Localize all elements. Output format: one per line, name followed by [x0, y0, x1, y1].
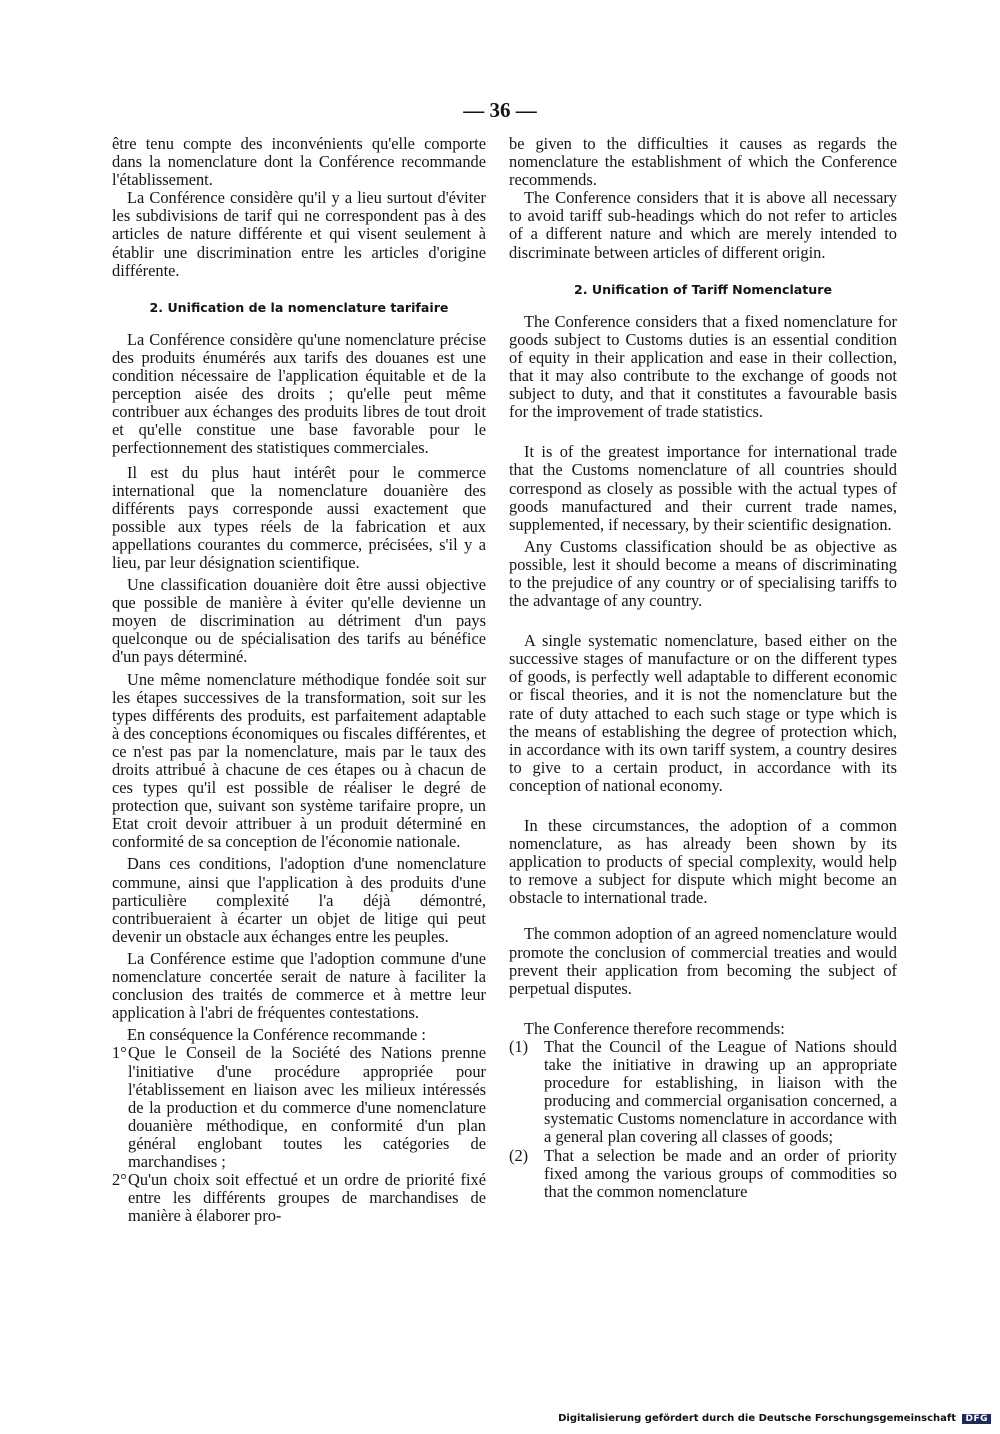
fr-list-item-1-text: Que le Conseil de la Société des Nations prenne l'initiative d'une procédure appropriée pour l'établissement en liaison avec les milieux intéressés de la production et du commerce d'une nomenclature douanière méthodique, en conformité d'un plan général englobant toutes les catégories de marchandises ;: [128, 1043, 486, 1171]
english-column: [509, 135, 897, 1201]
fr-paragraph-5: Dans ces conditions, l'adoption d'une nomenclature commune, ainsi que l'application à des produits d'une particulière complexité l'a déjà démontré, contribueraient à écarter un objet de litige qui peut devenir un obstacle aux échanges entre les peuples.: [112, 854, 486, 946]
en-paragraph-4: A single systematic nomenclature, based either on the successive stages of manufacture or on the different types of goods, is perfectly well adaptable to different economic or fiscal theories, and it is not the nomenclature but the rate of duty attached to each such stage or type which is the means of establishing the degree of protection which, in accordance with its own tariff system, a country desires to give to a certain product, in accordance with its conception of national economy.: [509, 631, 897, 795]
fr-list-item-1-number: 1°: [112, 1043, 127, 1063]
fr-paragraph-6: La Conférence estime que l'adoption commune d'une nomenclature concertée serait de nature à faciliter la conclusion des traités de commerce et à mettre leur application à l'abri de fréquentes contestations.: [112, 948, 486, 1023]
en-paragraph-3: Any Customs classification should be as objective as possible, lest it should become a means of discriminating to the prejudice of any country or of specialising tariffs to the advantage of any country.: [509, 536, 897, 611]
page-number: — 36 —: [463, 98, 537, 122]
en-list-item-1: [509, 1038, 897, 1147]
fr-section-heading: 2. Unification de la nomenclature tarifaire: [149, 299, 449, 315]
en-list-item-2-text: That a selection be made and an order of priority fixed among the various groups of commodities so that the common nomenclature: [544, 1145, 897, 1201]
fr-list-item-2: [112, 1171, 486, 1225]
en-paragraph-6: The common adoption of an agreed nomenclature would promote the conclusion of commercial treaties and would prevent their application from becoming the subject of perpetual disputes.: [509, 924, 897, 998]
en-paragraph-1: The Conference considers that a fixed nomenclature for goods subject to Customs duties is an essential condition of equity in their application and ease in their collection, that it may also contribute to the exchange of goods not subject to duty, and that it constitutes a favourable basis for the improvement of trade statistics.: [509, 311, 897, 422]
en-list-item-2: [509, 1147, 897, 1201]
footer-text: Digitalisierung gefördert durch die Deutsche Forschungsgemeinschaft: [558, 1413, 956, 1424]
en-intro-paragraph-2: The Conference considers that it is above all necessary to avoid tariff sub-headings which do not refer to articles of a different nature and which are merely intended to discriminate between articles of different origin.: [509, 188, 897, 262]
fr-paragraph-7: En conséquence la Conférence recommande :: [127, 1025, 426, 1045]
fr-paragraph-1: La Conférence considère qu'une nomenclature précise des produits énumérés aux tarifs des douanes est une condition nécessaire de l'application équitable et de la perception aisée des droits ; qu'elle peut même contribuer aux échanges des produits libres de tout droit et qu'elle constitue une base favorable pour le perfectionnement des statistiques commerciales.: [112, 329, 486, 458]
fr-paragraph-3: Une classification douanière doit être aussi objective que possible de manière à éviter qu'elle devienne un moyen de discrimination au détriment d'un pays quelconque ou de spécialisation des tarifs au bénéfice d'un pays déterminé.: [112, 575, 486, 667]
en-list-item-1-text: That the Council of the League of Nations should take the initiative in drawing up an appropriate procedure for establishing, in liaison with the producing and commercial organisation concerned, a systematic Customs nomenclature in accordance with a general plan covering all classes of goods;: [544, 1036, 897, 1147]
en-section-heading: 2. Unification of Tariff Nomenclature: [573, 281, 832, 297]
en-paragraph-2: It is of the greatest importance for international trade that the Customs nomenclature of all countries should correspond as closely as possible with the actual types of goods manufactured and their current trade names, supplemented, if necessary, by their scientific designation.: [509, 442, 897, 534]
fr-paragraph-4: Une même nomenclature méthodique fondée soit sur les étapes successives de la transformation, soit sur les types différents des produits, est parfaitement adaptable à des conceptions économiques ou fiscales différentes, et ce n'est pas par la nomenclature, mais par le taux des droits attribué à chacune de ces étapes ou à chacun de ces types qu'il est possible de réaliser le degré de protection que, suivant son système tarifaire propre, un Etat croit devoir attribuer à un produit déterminé en conformité de sa conception de l'économie nationale.: [112, 669, 486, 852]
en-paragraph-7: The Conference therefore recommends:: [524, 1018, 785, 1038]
fr-list-item-2-number: 2°: [112, 1170, 127, 1190]
french-column: [112, 135, 486, 1225]
fr-list-item-1: [112, 1044, 486, 1171]
en-list-item-2-number: (2): [509, 1145, 529, 1165]
digitization-footer: [558, 1413, 991, 1424]
en-paragraph-5: In these circumstances, the adoption of a common nomenclature, as has already been shown by its application to products of special complexity, would help to remove a subject for dispute which might become an obstacle to international trade.: [509, 816, 897, 908]
dfg-logo: DFG: [962, 1414, 991, 1424]
fr-paragraph-2: Il est du plus haut intérêt pour le commerce international que la nomenclature douanière des différents pays corresponde aussi exactement que possible aux types réels de la fabrication et aux appellations courantes du commerce, précisées, s'il y a lieu, par leur désignation scientifique.: [112, 462, 486, 572]
fr-intro-paragraph-1: être tenu compte des inconvénients qu'elle comporte dans la nomenclature dont la Conférence recommande l'établissement.: [112, 134, 486, 190]
en-intro-paragraph-1: be given to the difficulties it causes as regards the nomenclature the establishment of which the Conference recommends.: [509, 134, 897, 190]
fr-list-item-2-text: Qu'un choix soit effectué et un ordre de priorité fixé entre les différents groupes de marchandises de manière à élaborer pro-: [128, 1170, 486, 1226]
en-list-item-1-number: (1): [509, 1036, 529, 1056]
fr-intro-paragraph-2: La Conférence considère qu'il y a lieu surtout d'éviter les subdivisions de tarif qui ne correspondent pas à des articles de nature différente et qui visent seulement à établir une discrimination entre les articles d'origine différente.: [112, 188, 486, 280]
